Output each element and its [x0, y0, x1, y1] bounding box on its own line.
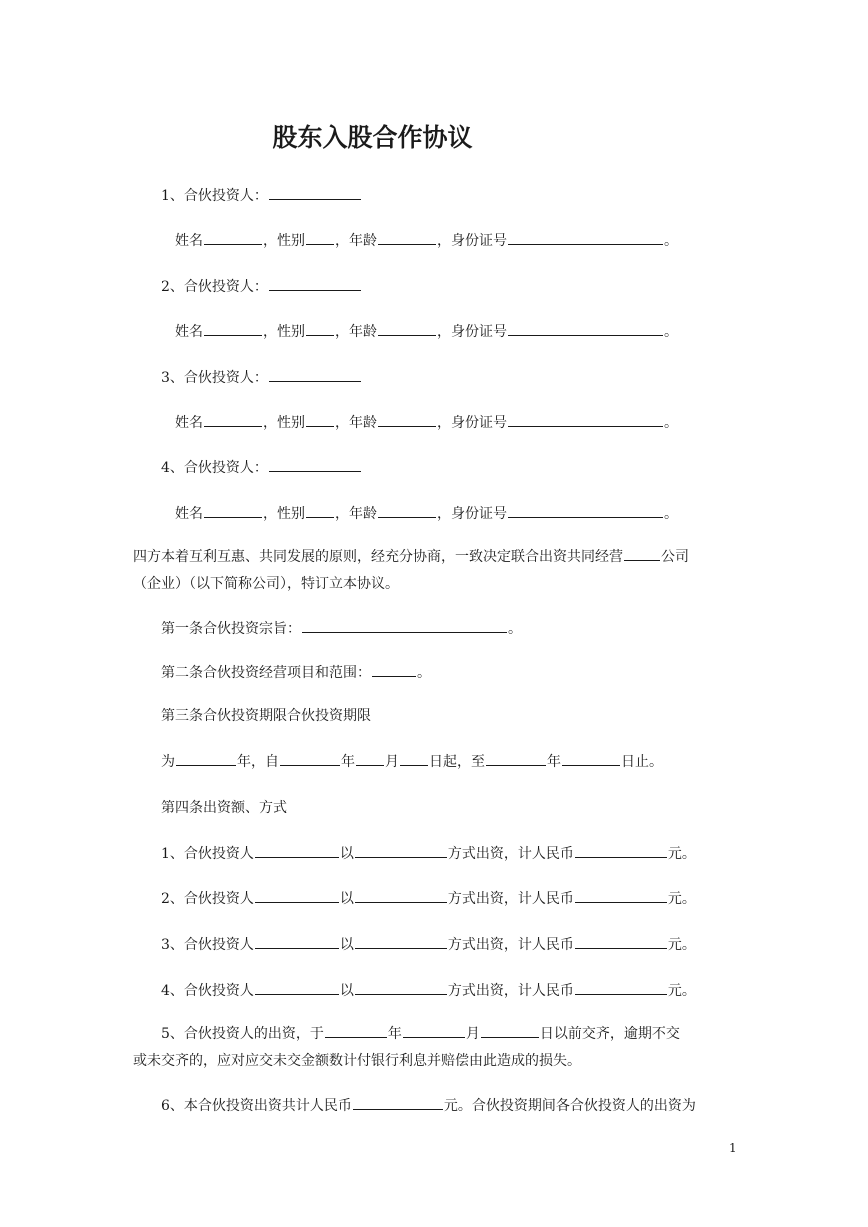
term-text: 年: [547, 754, 561, 770]
contribution-text: 方式出资，计人民币: [447, 983, 574, 999]
blank-field[interactable]: [575, 934, 667, 949]
investor-label: 1、合伙投资人：: [161, 188, 268, 204]
period: 。: [417, 665, 431, 681]
preamble-text: 四方本着互利互惠、共同发展的原则，经充分协商，一致决定联合出资共同经营: [133, 549, 623, 565]
contribution-2: [161, 888, 696, 909]
period: 。: [664, 324, 678, 340]
contribution-label: 1、合伙投资人: [161, 846, 254, 862]
period: 。: [664, 233, 678, 249]
investor-1-info: [175, 230, 678, 251]
investor-label: 2、合伙投资人：: [161, 279, 268, 295]
article-4: 第四条出资额、方式: [161, 800, 287, 816]
blank-field[interactable]: [624, 546, 660, 561]
blank-field[interactable]: [575, 888, 667, 903]
term-line: [161, 751, 663, 772]
period: 。: [664, 506, 678, 522]
page-title: 股东入股合作协议: [272, 123, 473, 152]
blank-field[interactable]: [400, 751, 428, 766]
id-label: ，身份证号: [437, 415, 507, 431]
blank-field[interactable]: [575, 980, 667, 995]
blank-field[interactable]: [255, 843, 339, 858]
investor-2-line: [161, 276, 362, 297]
blank-field[interactable]: [508, 503, 663, 518]
item-6-line: [161, 1095, 696, 1116]
blank-field[interactable]: [204, 230, 262, 245]
gender-label: ，性别: [263, 324, 305, 340]
blank-field[interactable]: [255, 934, 339, 949]
blank-field[interactable]: [481, 1023, 539, 1038]
blank-field[interactable]: [378, 412, 436, 427]
blank-field[interactable]: [204, 412, 262, 427]
contribution-text: 以: [339, 983, 354, 999]
article-label: 第二条合伙投资经营项目和范围：: [161, 665, 371, 681]
investor-2-info: [175, 321, 678, 342]
name-label: 姓名: [175, 415, 203, 431]
blank-field[interactable]: [355, 934, 447, 949]
contribution-text: 元。: [667, 846, 696, 862]
contribution-text: 以: [339, 846, 354, 862]
blank-field[interactable]: [355, 980, 447, 995]
blank-field[interactable]: [306, 503, 334, 518]
contribution-1: [161, 843, 696, 864]
blank-field[interactable]: [255, 888, 339, 903]
blank-field[interactable]: [372, 662, 416, 677]
investor-3-line: [161, 367, 362, 388]
period: 。: [664, 415, 678, 431]
period: 。: [508, 621, 522, 637]
article-3: 第三条合伙投资期限合伙投资期限: [161, 708, 371, 724]
blank-field[interactable]: [562, 751, 620, 766]
article-label: 第一条合伙投资宗旨：: [161, 621, 301, 637]
id-label: ，身份证号: [437, 324, 507, 340]
blank-field[interactable]: [176, 751, 236, 766]
contribution-3: [161, 934, 696, 955]
name-label: 姓名: [175, 506, 203, 522]
age-label: ，年龄: [335, 415, 377, 431]
age-label: ，年龄: [335, 506, 377, 522]
investor-3-info: [175, 412, 678, 433]
preamble-text: 公司: [661, 549, 689, 565]
contribution-text: 方式出资，计人民币: [447, 937, 574, 953]
blank-field[interactable]: [403, 1023, 465, 1038]
gender-label: ，性别: [263, 415, 305, 431]
contribution-text: 元。: [667, 891, 696, 907]
contribution-text: 以: [339, 937, 354, 953]
blank-field[interactable]: [269, 457, 361, 472]
term-text: 年，自: [237, 754, 279, 770]
article-2: [161, 662, 431, 683]
blank-field[interactable]: [204, 503, 262, 518]
term-text: 日止。: [621, 754, 663, 770]
item-text: 月: [465, 1026, 480, 1042]
investor-label: 3、合伙投资人：: [161, 370, 268, 386]
blank-field[interactable]: [306, 412, 334, 427]
blank-field[interactable]: [508, 412, 663, 427]
blank-field[interactable]: [508, 321, 663, 336]
age-label: ，年龄: [335, 233, 377, 249]
term-text: 月: [385, 754, 399, 770]
age-label: ，年龄: [335, 324, 377, 340]
blank-field[interactable]: [355, 888, 447, 903]
investor-label: 4、合伙投资人：: [161, 460, 268, 476]
gender-label: ，性别: [263, 506, 305, 522]
article-1: [161, 618, 522, 639]
investor-4-line: [161, 457, 362, 478]
contribution-text: 方式出资，计人民币: [447, 846, 574, 862]
preamble-paragraph: [133, 544, 738, 598]
item-text: 6、本合伙投资出资共计人民币: [161, 1098, 352, 1114]
blank-field[interactable]: [306, 230, 334, 245]
blank-field[interactable]: [353, 1095, 443, 1110]
name-label: 姓名: [175, 324, 203, 340]
blank-field[interactable]: [306, 321, 334, 336]
blank-field[interactable]: [255, 980, 339, 995]
blank-field[interactable]: [269, 276, 361, 291]
contribution-label: 3、合伙投资人: [161, 937, 254, 953]
blank-field[interactable]: [325, 1023, 387, 1038]
contribution-4: [161, 980, 696, 1001]
id-label: ，身份证号: [437, 233, 507, 249]
item-text: 年: [387, 1026, 402, 1042]
blank-field[interactable]: [269, 185, 361, 200]
blank-field[interactable]: [302, 618, 507, 633]
contribution-text: 元。: [667, 983, 696, 999]
blank-field[interactable]: [378, 230, 436, 245]
blank-field[interactable]: [508, 230, 663, 245]
page-number: 1: [729, 1141, 737, 1155]
blank-field[interactable]: [378, 321, 436, 336]
term-text: 年: [341, 754, 355, 770]
blank-field[interactable]: [356, 751, 384, 766]
blank-field[interactable]: [355, 843, 447, 858]
item-text: 日以前交齐，逾期不交: [539, 1026, 680, 1042]
blank-field[interactable]: [378, 503, 436, 518]
contribution-label: 4、合伙投资人: [161, 983, 254, 999]
blank-field[interactable]: [575, 843, 667, 858]
name-label: 姓名: [175, 233, 203, 249]
investor-1-line: [161, 185, 362, 206]
item-5-paragraph: [133, 1021, 738, 1075]
blank-field[interactable]: [269, 367, 361, 382]
blank-field[interactable]: [486, 751, 546, 766]
item-text: 元。合伙投资期间各合伙投资人的出资为: [443, 1098, 696, 1114]
preamble-text: （企业）（以下简称公司），特订立本协议。: [133, 576, 399, 592]
contribution-text: 方式出资，计人民币: [447, 891, 574, 907]
gender-label: ，性别: [263, 233, 305, 249]
contribution-label: 2、合伙投资人: [161, 891, 254, 907]
term-text: 为: [161, 754, 175, 770]
investor-4-info: [175, 503, 678, 524]
contribution-text: 元。: [667, 937, 696, 953]
item-text: 5、合伙投资人的出资，于: [161, 1026, 324, 1042]
blank-field[interactable]: [204, 321, 262, 336]
blank-field[interactable]: [280, 751, 340, 766]
id-label: ，身份证号: [437, 506, 507, 522]
item-text: 或未交齐的，应对应交未交金额数计付银行利息并赔偿由此造成的损失。: [133, 1053, 581, 1069]
contribution-text: 以: [339, 891, 354, 907]
term-text: 日起，至: [429, 754, 485, 770]
